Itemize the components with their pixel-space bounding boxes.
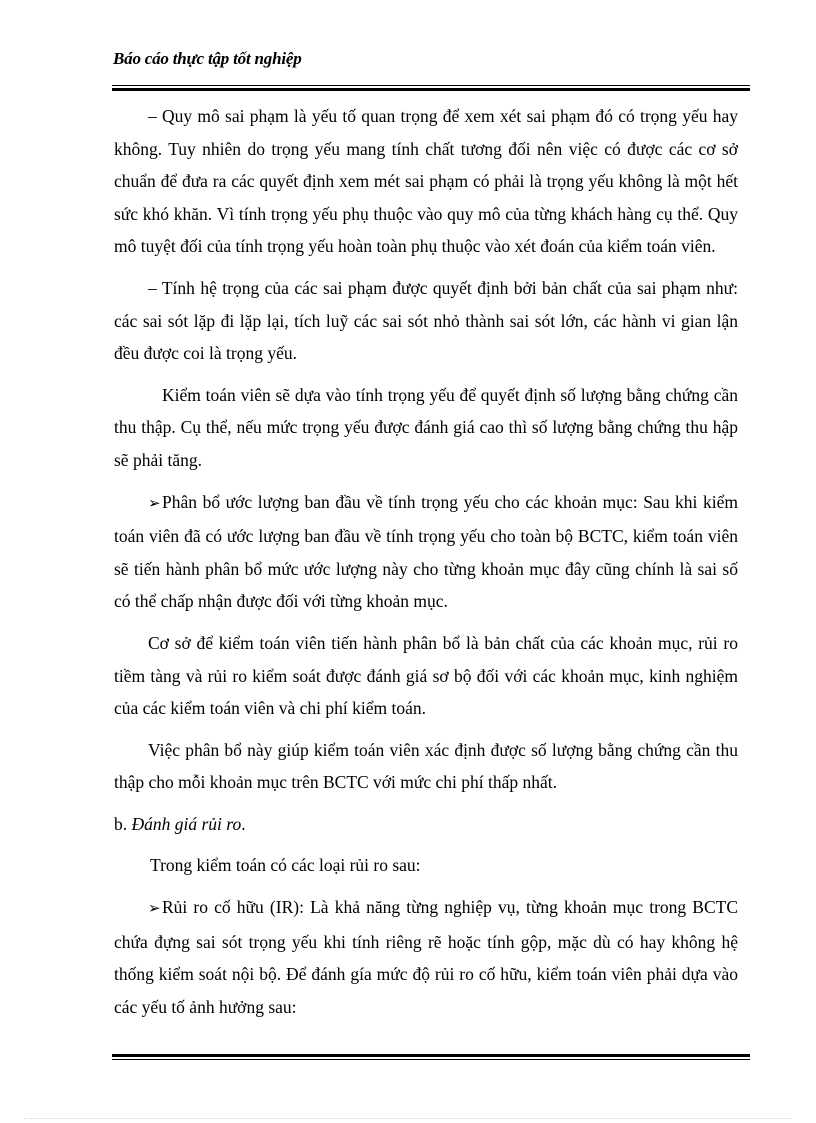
page-bottom-dotted-line bbox=[24, 1118, 792, 1119]
header-rule-thick bbox=[112, 88, 750, 91]
section-heading-b bbox=[114, 808, 738, 841]
footer-rule-thick bbox=[112, 1054, 750, 1057]
section-heading-dot: . bbox=[241, 813, 246, 834]
paragraph-viec-phan-bo: Việc phân bổ này giúp kiểm toán viên xác định được số lượng bằng chứng cần thu thập cho mỗi khoản mục trên BCTC với mức chi phí thấp nhất. bbox=[114, 739, 738, 793]
document-body bbox=[114, 100, 738, 1023]
paragraph-co-so: Cơ sở để kiểm toán viên tiến hành phân bổ là bản chất của các khoản mục, rủi ro tiềm tàng và rủi ro kiểm soát được đánh giá sơ bộ đối với các khoản mục, kinh nghiệm của các kiểm toán viên và chi phí kiểm toán. bbox=[114, 632, 738, 719]
bullet-phan-bo-text: Phân bổ ước lượng ban đầu về tính trọng yếu cho các khoản mục: Sau khi kiểm toán viên đã có ước lượng ban đầu về tính trọng yếu cho toàn bộ BCTC, kiểm toán viên sẽ tiến hành phân bổ mức ước lượng này cho từng khoản mục đây cũng chính là sai số có thể chấp nhận được đối với từng khoản mục. bbox=[114, 491, 738, 612]
report-title: Báo cáo thực tập tốt nghiệp bbox=[113, 49, 302, 68]
bullet-rui-ro-co-huu bbox=[114, 891, 738, 1023]
paragraph-tinh-he-trong: – Tính hệ trọng của các sai phạm được quyết định bởi bản chất của sai phạm như: các sai sót lặp đi lặp lại, tích luỹ các sai sót nhỏ thành sai sót lớn, các hành vi gian lận đều được coi là trọng yếu. bbox=[114, 277, 738, 364]
arrow-bullet-icon: ➢ bbox=[148, 901, 161, 918]
paragraph-kiem-toan-vien: Kiểm toán viên sẽ dựa vào tính trọng yếu để quyết định số lượng bằng chứng cần thu thập. Cụ thể, nếu mức trọng yếu được đánh giá cao thì số lượng bằng chứng thu hập sẽ phải tăng. bbox=[114, 384, 738, 470]
paragraph-loai-rui-ro: Trong kiểm toán có các loại rủi ro sau: bbox=[150, 855, 421, 876]
paragraph-quy-mo: – Quy mô sai phạm là yếu tố quan trọng để xem xét sai phạm đó có trọng yếu hay không. Tuy nhiên do trọng yếu mang tính chất tương đối nên việc có được các cơ sở chuẩn để đưa ra các quyết định xem mét sai phạm có phải là trọng yếu không là một hết sức khó khăn. Vì tính trọng yếu phụ thuộc vào quy mô của từng khách hàng cụ thể. Quy mô tuyệt đối của tính trọng yếu hoàn toàn phụ thuộc vào xét đoán của kiểm toán viên. bbox=[114, 106, 738, 257]
section-heading-text: Đánh giá rủi ro bbox=[131, 813, 242, 834]
bullet-rui-ro-co-huu-text: Rủi ro cố hữu (IR): Là khả năng từng nghiệp vụ, từng khoản mục trong BCTC chứa đựng sai sót trọng yếu khi tính riêng rẽ hoặc tính gộp, mặc dù có hay không hệ thống kiểm soát nội bộ. Để đánh gía mức độ rủi ro cố hữu, kiểm toán viên phải dựa vào các yếu tố ảnh hưởng sau: bbox=[114, 897, 738, 1017]
header-rule-thin bbox=[112, 85, 750, 86]
arrow-bullet-icon: ➢ bbox=[148, 495, 161, 512]
footer-rule-thin bbox=[112, 1059, 750, 1060]
section-label: b. bbox=[114, 813, 128, 834]
bullet-phan-bo bbox=[114, 486, 738, 618]
